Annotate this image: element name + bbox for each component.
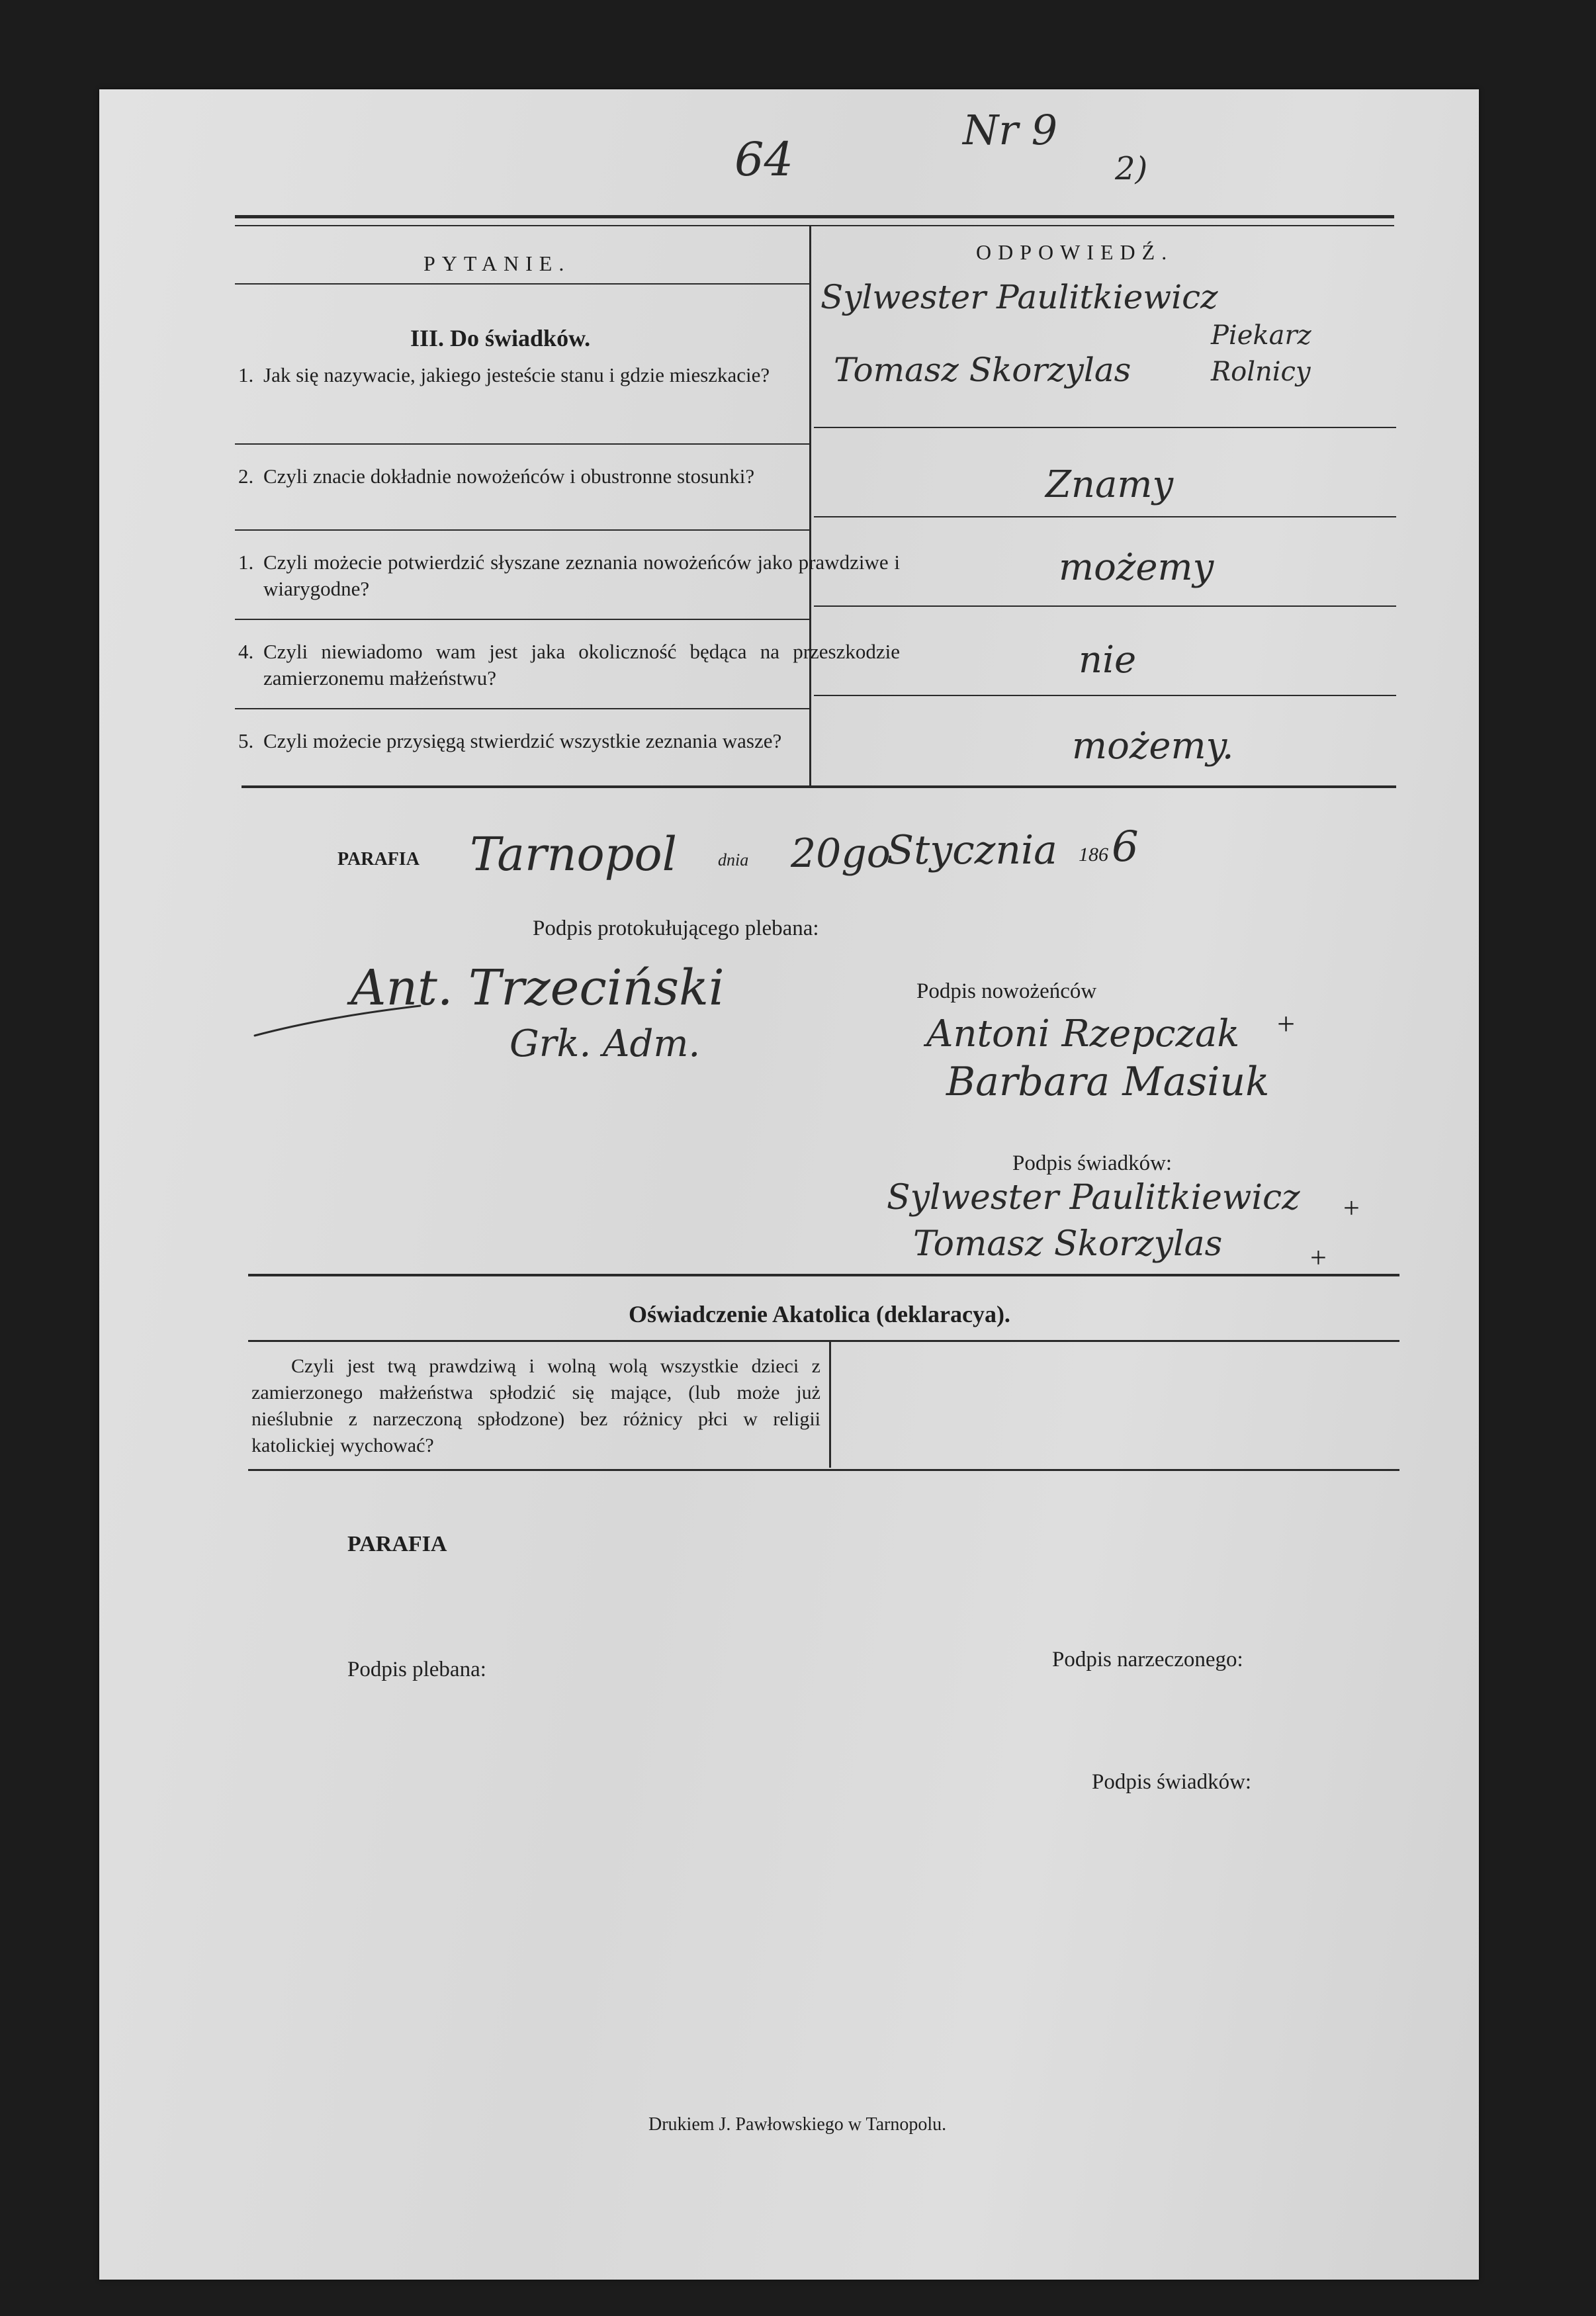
- priest-signature-flourish: [251, 1002, 423, 1042]
- section-title: III. Do świadków.: [410, 325, 591, 351]
- declaration-question: Czyli jest twą prawdziwą i wolną wolą wszystkie dzieci z zamierzonego małżeństwa spłodzić się mające, (lub może już nieślubnie z narzeczoną spłodzone) bez różnicy płci w religii katolickiej wychować?: [251, 1355, 820, 1456]
- row-divider: [235, 529, 811, 531]
- priest-title: Grk. Adm.: [510, 1022, 701, 1065]
- question-text: Czyli możecie przysięgą stwierdzić wszystkie zeznania wasze?: [263, 729, 782, 752]
- answer-2: Znamy: [1045, 463, 1174, 506]
- table-top-border-thin: [235, 225, 1394, 226]
- parish-label: PARAFIA: [337, 849, 420, 869]
- question-number: 1.: [238, 363, 254, 386]
- question-number: 1.: [238, 551, 254, 574]
- witness-2-signature: Tomasz Skorzylas: [913, 1224, 1223, 1264]
- date-month: Stycznia: [887, 827, 1057, 873]
- date-year-hand: 6: [1112, 823, 1139, 871]
- row-divider: [235, 708, 811, 709]
- table-top-border: [235, 215, 1394, 218]
- groom-signature: Antoni Rzepczak: [926, 1012, 1240, 1055]
- answer-witness-2: Tomasz Skorzylas: [834, 351, 1131, 389]
- date-year-printed: 186: [1079, 844, 1108, 866]
- sub-reference-note: 2): [1115, 150, 1148, 187]
- bottom-priest-label: Podpis plebana:: [347, 1658, 486, 1681]
- bottom-witnesses-label: Podpis świadków:: [1092, 1770, 1252, 1794]
- bottom-groom-label: Podpis narzeczonego:: [1052, 1648, 1243, 1671]
- question-row-4: [238, 639, 900, 691]
- date-dnia-label: dnia: [718, 850, 749, 869]
- printer-imprint: Drukiem J. Pawłowskiego w Tarnopolu.: [648, 2114, 947, 2135]
- answer-3: możemy: [1059, 546, 1214, 589]
- question-number: 2.: [238, 465, 254, 488]
- witness-1-signature: Sylwester Paulitkiewicz: [887, 1178, 1300, 1218]
- protocol-signature-label: Podpis protokułującego plebana:: [533, 916, 819, 940]
- answer-4: nie: [1079, 639, 1137, 682]
- witness-2-cross: +: [1310, 1241, 1327, 1274]
- question-text: Czyli niewiadomo wam jest jaka okoliczność będąca na przeszkodzie zamierzonemu małżeństwu?: [263, 640, 900, 690]
- question-row-2: [238, 463, 900, 490]
- column-header-answer: ODPOWIEDŹ.: [976, 240, 1174, 264]
- reference-note: Nr 9: [963, 106, 1058, 154]
- table-header-rule: [235, 283, 811, 285]
- page-number-note: 64: [734, 132, 794, 187]
- witness-1-cross: +: [1343, 1192, 1360, 1224]
- declaration-table-bottom: [248, 1469, 1399, 1471]
- answer-occupation: Piekarz Rolnicy: [1211, 320, 1311, 387]
- answer-rule: [814, 695, 1396, 696]
- answer-rule: [814, 516, 1396, 517]
- declaration-top-rule: [248, 1274, 1399, 1276]
- question-row-3: [238, 549, 900, 602]
- question-text: Czyli znacie dokładnie nowożeńców i obustronne stosunki?: [263, 465, 755, 488]
- declaration-table-top: [248, 1340, 1399, 1342]
- question-row-1: [238, 362, 900, 388]
- table-bottom-border: [242, 785, 1396, 788]
- answer-5: możemy.: [1072, 725, 1234, 768]
- declaration-title: Oświadczenie Akatolica (deklaracya).: [629, 1301, 1010, 1327]
- question-number: 4.: [238, 640, 254, 663]
- question-text: Czyli możecie potwierdzić słyszane zeznania nowożeńców jako prawdziwe i wiarygodne?: [263, 551, 900, 600]
- parish-place: Tarnopol: [470, 827, 678, 881]
- bride-signature: Barbara Masiuk: [946, 1059, 1270, 1105]
- answer-rule: [814, 605, 1396, 607]
- bottom-parish-label: PARAFIA: [347, 1532, 447, 1556]
- question-row-5: [238, 728, 900, 754]
- question-text: Jak się nazywacie, jakiego jesteście stanu i gdzie mieszkacie?: [263, 363, 770, 386]
- declaration-column-divider: [829, 1342, 831, 1468]
- table-column-divider: [809, 225, 811, 787]
- row-divider: [235, 619, 811, 620]
- answer-rule: [814, 427, 1396, 428]
- answer-witness-1: Sylwester Paulitkiewicz: [820, 278, 1218, 316]
- witnesses-signature-label: Podpis świadków:: [1012, 1151, 1173, 1175]
- spouses-signature-label: Podpis nowożeńców: [916, 979, 1097, 1003]
- question-number: 5.: [238, 729, 254, 752]
- row-divider: [235, 443, 811, 445]
- priest-signature: Ant. Trzeciński: [351, 959, 725, 1016]
- groom-cross: +: [1277, 1006, 1296, 1042]
- date-day: 20go: [791, 830, 891, 877]
- document-page: [99, 89, 1479, 2280]
- column-header-question: PYTANIE.: [423, 251, 571, 275]
